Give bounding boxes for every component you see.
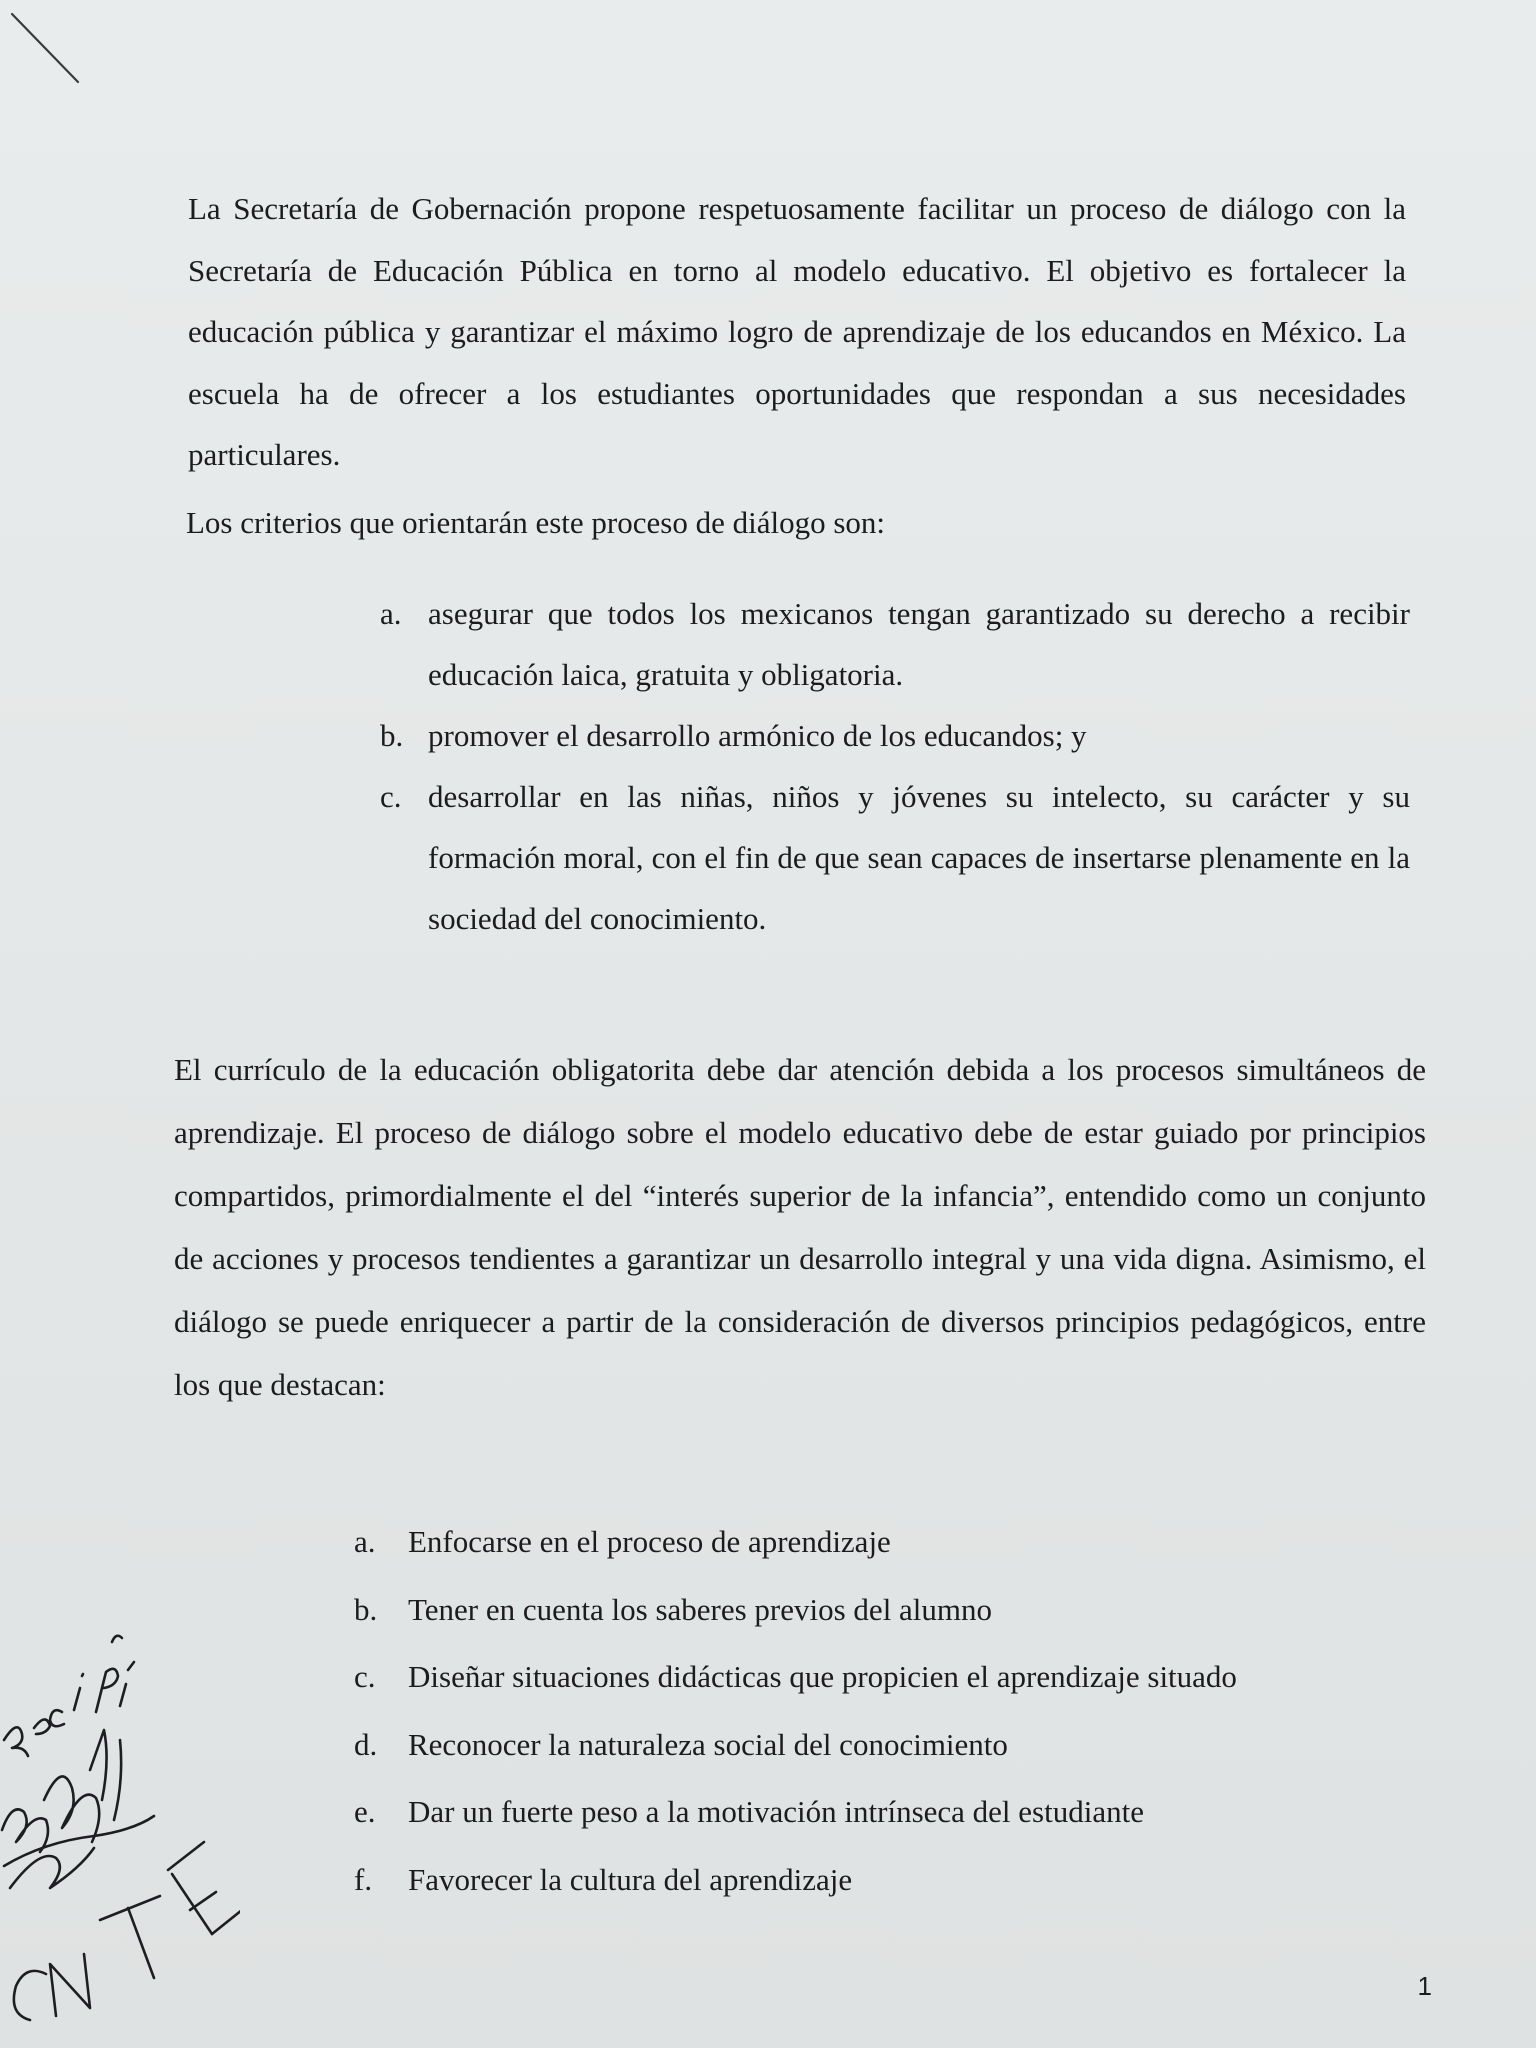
- list-item: [354, 1778, 1434, 1846]
- list-marker: b.: [354, 1591, 378, 1627]
- list-item-text: Enfocarse en el proceso de aprendizaje: [408, 1524, 891, 1559]
- curriculum-paragraph: El currículo de la educación obligatorita debe dar atención debida a los procesos simultáneos de aprendizaje. El proceso de diálogo sobre el modelo educativo debe de estar guiado por principios compartidos, primordialmente el del “interés superior de la infancia”, entendido como un conjunto de acciones y procesos tendientes a garantizar un desarrollo integral y una vida digna. Asimismo, el diálogo se puede enriquecer a partir de la consideración de diversos principios pedagógicos, entre los que destacan:: [174, 1052, 1426, 1402]
- pen-stroke-mark: [0, 0, 120, 120]
- list-item: [354, 1508, 1434, 1576]
- list-item-text: Tener en cuenta los saberes previos del alumno: [408, 1591, 993, 1627]
- list-item: [354, 1643, 1434, 1711]
- list-marker: c.: [354, 1659, 376, 1694]
- list-item: [380, 583, 1410, 705]
- criteria-list: [380, 583, 1410, 949]
- list-item: [354, 1846, 1434, 1914]
- list-item: [354, 1576, 1434, 1644]
- list-item: [380, 766, 1410, 949]
- list-item-text: Diseñar situaciones didácticas que propicien el aprendizaje situado: [408, 1659, 1237, 1694]
- list-marker: a.: [380, 596, 402, 631]
- list-item-text: Dar un fuerte peso a la motivación intrínseca del estudiante: [408, 1794, 1144, 1829]
- list-marker: a.: [354, 1524, 376, 1559]
- list-marker: b.: [380, 718, 404, 753]
- list-marker: d.: [354, 1726, 378, 1762]
- list-item: [354, 1711, 1434, 1779]
- intro-paragraph: La Secretaría de Gobernación propone respetuosamente facilitar un proceso de diálogo con la Secretaría de Educación Pública en torno al modelo educativo. El objetivo es fortalecer la educación pública y garantizar el máximo logro de aprendizaje de los educandos en México. La escuela ha de ofrecer a los estudiantes oportunidades que respondan a sus necesidades particulares.: [188, 191, 1406, 472]
- list-item-text: Reconocer la naturaleza social del conocimiento: [408, 1726, 1008, 1762]
- list-item-text: asegurar que todos los mexicanos tengan garantizado su derecho a recibir educación laica, gratuita y obligatoria.: [428, 596, 1410, 692]
- page-number: 1: [1417, 1971, 1432, 2001]
- list-item-text: promover el desarrollo armónico de los educandos; y: [428, 718, 1087, 753]
- list-marker: c.: [380, 779, 402, 814]
- list-marker: f.: [354, 1861, 373, 1897]
- criteria-intro: Los criterios que orientarán este proceso de diálogo son:: [186, 505, 885, 540]
- list-item-text: Favorecer la cultura del aprendizaje: [408, 1861, 853, 1897]
- handwritten-signature: [0, 1620, 240, 2048]
- list-item-text: desarrollar en las niñas, niños y jóvenes su intelecto, su carácter y su formación moral, con el fin de que sean capaces de insertarse plenamente en la sociedad del conocimiento.: [428, 779, 1410, 936]
- principles-list: [354, 1508, 1434, 1913]
- list-marker: e.: [354, 1794, 376, 1829]
- list-item: [380, 705, 1410, 766]
